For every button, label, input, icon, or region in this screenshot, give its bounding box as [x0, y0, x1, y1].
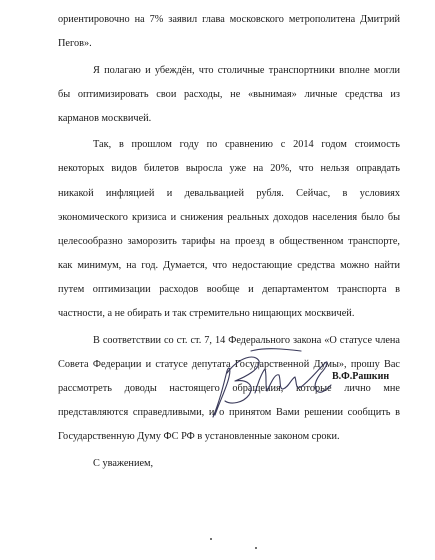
paragraph-4-line-5: Государственную Думу ФС РФ в установленные законом сроки.: [58, 431, 340, 442]
paragraph-4-line-2: Совета Федерации и статусе депутата Государственной Думы», прошу Вас: [58, 359, 400, 370]
scan-speck: [210, 538, 212, 540]
paragraph-4-line-4: представляются справедливыми, и о принятом Вами решении сообщить в: [58, 407, 400, 418]
paragraph-3-line-7: путем оптимизации расходов вообще и департаментом транспорта в: [58, 284, 400, 295]
scan-speck: [255, 547, 257, 549]
paragraph-3-line-8: частности, а не обирать и так стремительно нищающих москвичей.: [58, 308, 355, 319]
closing-salutation: С уважением,: [93, 458, 154, 469]
paragraph-3-line-3: никакой инфляцией и девальвацией рубля. Сейчас, в условиях: [58, 188, 400, 199]
paragraph-2-line-1: Я полагаю и убеждён, что столичные транспортники вполне могли: [93, 65, 400, 76]
paragraph-1-line-1: ориентировочно на 7% заявил глава московского метрополитена Дмитрий: [58, 14, 400, 25]
paragraph-2-line-3: карманов москвичей.: [58, 113, 152, 124]
signatory-name: В.Ф.Рашкин: [332, 371, 390, 382]
paragraph-4-line-1: В соответствии со ст. ст. 7, 14 Федерального закона «О статусе члена: [93, 335, 400, 346]
paragraph-3-line-5: целесообразно заморозить тарифы на проезд в общественном транспорте,: [58, 236, 400, 247]
paragraph-1-line-2: Пегов».: [58, 38, 92, 49]
handwritten-signature: [205, 343, 335, 425]
paragraph-4-line-3: рассмотреть доводы настоящего обращения, которые лично мне: [58, 383, 400, 394]
paragraph-3-line-4: экономического кризиса и снижения реальных доходов населения было бы: [58, 212, 400, 223]
paragraph-3-line-1: Так, в прошлом году по сравнению с 2014 годом стоимость: [93, 139, 400, 150]
paragraph-2-line-2: бы оптимизировать свои расходы, не «вынимая» личные средства из: [58, 89, 400, 100]
paragraph-3-line-2: некоторых видов билетов выросла уже на 20%, что нельзя оправдать: [58, 163, 400, 174]
paragraph-3-line-6: как минимум, на год. Думается, что недостающие средства можно найти: [58, 260, 400, 271]
